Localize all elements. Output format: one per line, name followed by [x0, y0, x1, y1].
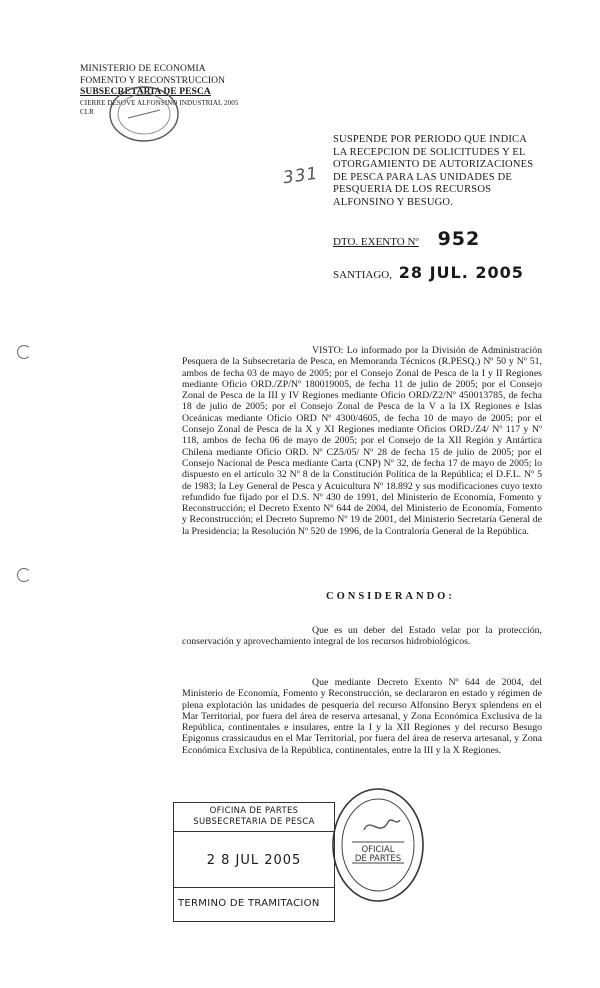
- stamp-subsecretaria: SUBSECRETARIA DE PESCA: [193, 817, 315, 827]
- subject-line: OTORGAMIENTO DE AUTORIZACIONES: [333, 159, 534, 170]
- subject-line: PESQUERIA DE LOS RECURSOS: [333, 184, 492, 195]
- subject-line: DE PESCA PARA LAS UNIDADES DE: [333, 171, 512, 183]
- header-department: FOMENTO Y RECONSTRUCCION: [80, 75, 226, 86]
- header-ministry: MINISTERIO DE ECONOMIA: [80, 64, 206, 74]
- oficial-partes-seal-icon: [330, 786, 426, 904]
- header-initials: CLR: [80, 107, 94, 116]
- considerando-paragraph-2: Que mediante Decreto Exento Nº 644 de 2004, del Ministerio de Economía, Fomento y Reconstrucción, se declararon en estado y régimen de plena explotación las unidades de pesquería del recurso Alfonsino Beryx splendens en el Mar Territorial, por fuera del área de reserva artesanal, y Zona Económica Exclusiva de la República, continentales e insulares, entre la I y la XII Regiones y del recurso Besugo Epigonus crassicaudus en el Mar Territorial, por fuera del área de reserva artesanal, y Zona Económica Exclusiva de la República, continentales, entre la III y la X Regiones.: [182, 677, 542, 756]
- subject-line: LA RECEPCION DE SOLICITUDES Y EL: [333, 146, 526, 158]
- stamp-date: 2 8 JUL 2005: [206, 853, 302, 868]
- decree-number: [333, 228, 480, 250]
- considerando-paragraph-1: Que es un deber del Estado velar por la protección, conservación y aprovechamiento integral de los recursos hidrobiológicos.: [182, 625, 542, 648]
- considerando-heading: CONSIDERANDO:: [326, 591, 455, 602]
- oficina-partes-stamp: [173, 802, 335, 922]
- visto-paragraph: VISTO: Lo informado por la División de Administración Pesquera de la Subsecretaría de Pesca, en Memoranda Técnicos (R.PESQ.) Nº 50 y Nº 51, ambos de fecha 03 de mayo de 2005; por el Consejo Zonal de Pesca de la I y II Regiones mediante Oficio ORD./ZP/Nº 180019005, de fecha 11 de julio de 2005; por el Consejo Zonal de Pesca de la III y IV Regiones mediante Oficio ORD/Z2/Nº 450013785, de fecha 18 de julio de 2005; por el Consejo Zonal de Pesca de la V a la IX Regiones e Islas Oceánicas mediante Oficio ORD Nº 4300/4605, de fecha 10 de mayo de 2005; por el Consejo Zonal de Pesca de la X y XI Regiones mediante Oficios ORD./Z4/ Nº 117 y Nº 118, ambos de fecha 06 de mayo de 2005; por el Consejo de la XII Región y Antártica Chilena mediante Oficio ORD. Nº CZ5/05/ Nº 28 de fecha 15 de julio de 2005; por el Consejo Nacional de Pesca mediante Carta (CNP) Nº 32, de fecha 17 de mayo de 2005; lo dispuesto en el artículo 32 Nº 8 de la Constitución Política de la República; el D.F.L. Nº 5 de 1983; la Ley General de Pesca y Acuicultura Nº 18.892 y sus modificaciones cuyo texto refundido fue fijado por el D.S. Nº 430 de 1991, del Ministerio de Economía, Fomento y Reconstrucción; el Decreto Exento Nº 644 de 2004, del Ministerio de Economía, Fomento y Reconstrucción; el Decreto Supremo Nº 19 de 2001, del Ministerio Secretaría General de la Presidencia; la Resolución Nº 520 de 1996, de la Contraloría General de la República.: [182, 345, 542, 537]
- place-date: [333, 263, 524, 282]
- seal-center-2: DE PARTES: [354, 854, 402, 864]
- subject-line: SUSPENDE POR PERIODO QUE INDICA: [333, 134, 528, 145]
- decree-label: DTO. EXENTO Nº: [333, 236, 419, 248]
- stamp-office: OFICINA DE PARTES: [209, 806, 299, 816]
- place-city: SANTIAGO,: [333, 269, 392, 281]
- punch-hole-icon: [17, 568, 31, 582]
- subject-line: ALFONSINO Y BESUGO.: [333, 196, 453, 208]
- decree-subject: [333, 134, 545, 209]
- header-subsecretaria: SUBSECRETARIA DE PESCA: [80, 87, 211, 97]
- decree-value: 952: [437, 228, 481, 250]
- place-date-value: 28 JUL. 2005: [398, 263, 524, 282]
- stamp-termino: TERMINO DE TRAMITACION: [178, 898, 320, 909]
- seal-center-1: OFICIAL: [361, 845, 395, 855]
- handwritten-number: 331: [281, 163, 320, 189]
- ministry-seal-icon: [108, 84, 180, 144]
- header-reference: CIERRE DESOVE ALFONSINO INDUSTRIAL 2005: [80, 98, 239, 107]
- punch-hole-icon: [17, 345, 31, 359]
